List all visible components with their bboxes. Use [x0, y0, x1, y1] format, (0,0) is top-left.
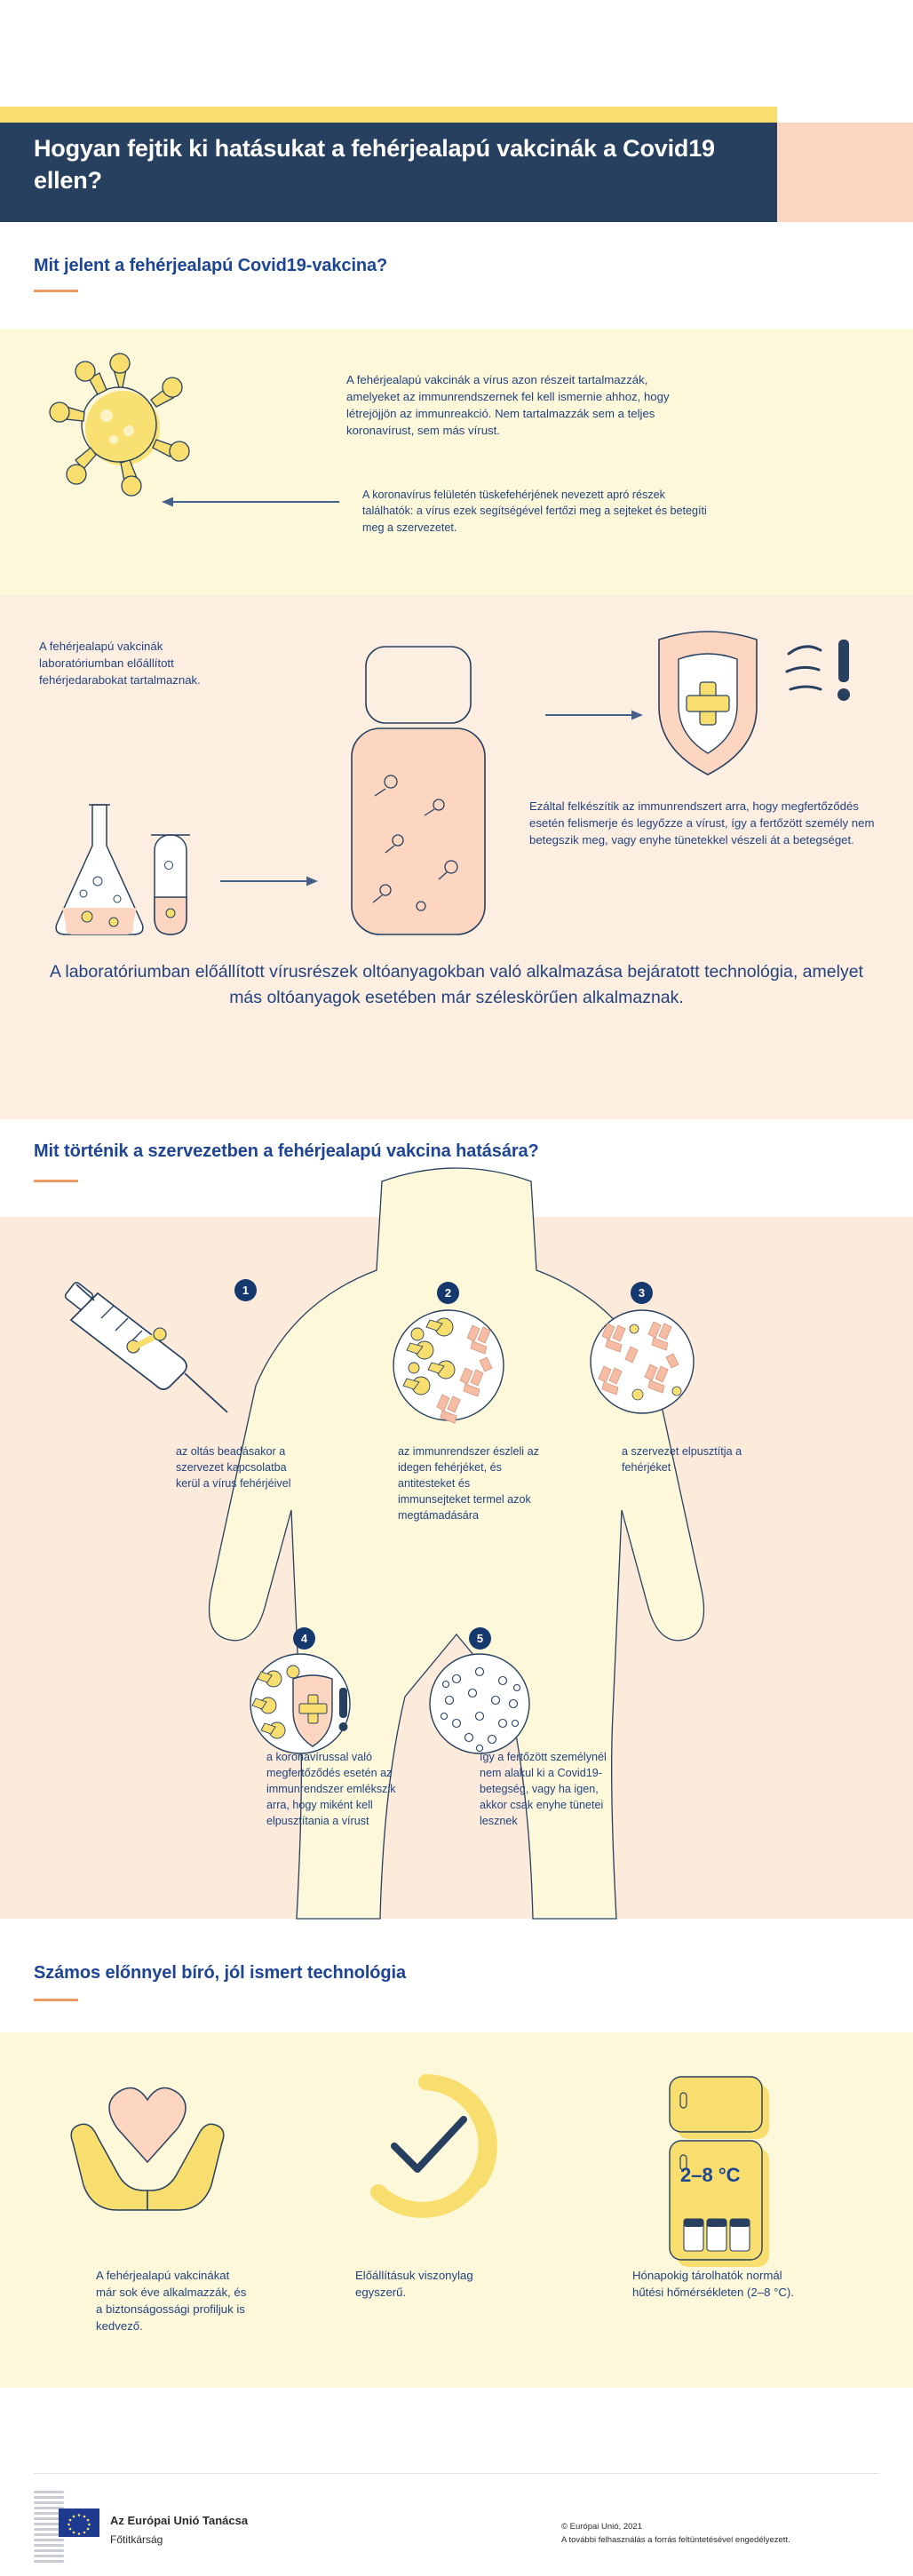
header [0, 0, 913, 222]
arrow-left-icon [162, 496, 339, 508]
eu-flag-icon [59, 2508, 99, 2537]
erlenmeyer-flask-icon [41, 799, 210, 942]
section3-rule [34, 1180, 78, 1182]
heart-in-hands-icon [66, 2070, 234, 2221]
footer-org-sub: Főtitkárság [110, 2533, 163, 2546]
step-caption-2: az immunrendszer észleli az idegen fehérjéket, és antitesteket és immunsejteket termel azok megtámadására [398, 1445, 539, 1522]
footer-copyright-line2: A további felhasználás a forrás feltüntetésével engedélyezett. [561, 2534, 790, 2545]
page-title: Hogyan fejtik ki hatásukat a fehérjealapú vakcinák a Covid19 ellen? [34, 135, 715, 194]
protected-cell-icon [425, 1649, 536, 1760]
section2-summary: A laboratóriumban előállított vírusrészek oltóanyagokban való alkalmazása bejáratott technológia, amelyet más oltóanyagok esetében már széleskörűen alkalmaznak. [50, 962, 863, 1008]
step-caption-4: a koronavírussal való megfertőződés esetén az immunrendszer emlékszik arra, hogy miként kell elpusztítania a vírust [266, 1751, 396, 1827]
antibody-cluster-icon [391, 1308, 506, 1423]
step-badge-4: 4 [293, 1627, 315, 1650]
antibody-destroy-icon [588, 1308, 696, 1416]
footer-copyright-line1: © Európai Unió, 2021 [561, 2522, 642, 2532]
header-peach-block [777, 123, 913, 222]
step-badge-5: 5 [469, 1627, 491, 1650]
alert-exclamation-icon [780, 629, 877, 714]
footer-divider [34, 2473, 879, 2474]
footer-org-name: Az Európai Unió Tanácsa [110, 2514, 249, 2527]
section1-heading: Mit jelent a fehérjealapú Covid19-vakcina? [34, 256, 388, 275]
benefit-text-1: A fehérjealapú vakcinákat már sok éve alkalmazzák, és a biztonságossági profiljuk is kedvező. [96, 2269, 247, 2334]
memory-shield-icon [247, 1649, 358, 1760]
section1-paragraph: A fehérjealapú vakcinák a vírus azon részeit tartalmazzák, amelyeket az immunrendszernek fel kell ismernie ahhoz, hogy létrejöjjön az immunreakció. Nem tartalmazzák sem a teljes koronavírust, sem más vírust. [346, 373, 670, 438]
footer-copyright [561, 2521, 881, 2547]
step-badge-3: 3 [631, 1282, 653, 1304]
step-badge-1: 1 [234, 1279, 257, 1301]
header-yellow-bar [0, 107, 777, 123]
step-caption-5: így a fertőzött személynél nem alakul ki a Covid19-betegség, vagy ha igen, akkor csak enyhe tünetei lesznek [480, 1751, 607, 1827]
coronavirus-icon [44, 346, 204, 506]
fridge-temp-label: 2–8 °C [680, 2164, 741, 2186]
benefit-text-2: Előállításuk viszonylag egyszerű. [355, 2269, 473, 2300]
section2-right-text: Ezáltal felkészítik az immunrendszert arra, hogy megfertőződés esetén felismerje és legyőzze a vírust, így a fertőzött személy nem betegszik meg, vagy enyhe tünetekkel vészeli át a betegséget. [529, 799, 875, 847]
section4-heading: Számos előnnyel bíró, jól ismert technológia [34, 1963, 407, 1983]
step-caption-3: a szervezet elpusztítja a fehérjéket [622, 1445, 742, 1474]
section4-rule [34, 1999, 78, 2001]
section3-heading: Mit történik a szervezetben a fehérjealapú vakcina hatására? [34, 1141, 539, 1161]
shield-cross-icon [641, 632, 774, 783]
step-badge-2: 2 [437, 1282, 459, 1304]
section2-summary-panel [0, 1013, 913, 1119]
syringe-icon [59, 1270, 236, 1421]
section1-rule [34, 290, 78, 292]
step-caption-1: az oltás beadásakor a szervezet kapcsolatba kerül a vírus fehérjéivel [176, 1445, 291, 1490]
arrow-right-icon-2 [545, 709, 643, 721]
benefit-text-3: Hónapokig tárolhatók normál hűtési hőmérsékleten (2–8 °C). [632, 2269, 794, 2300]
section2-left-text: A fehérjealapú vakcinák laboratóriumban előállított fehérjedarabokat tartalmaznak. [39, 640, 201, 688]
section1-callout: A koronavírus felületén tüskefehérjének nevezett apró részek találhatók: a vírus ezek segítségével fertőzi meg a sejteket és betegíti meg a szervezetet. [362, 489, 707, 534]
checkmark-circle-icon [355, 2075, 497, 2217]
vaccine-vial-icon [309, 640, 531, 942]
arrow-right-icon-1 [220, 875, 318, 887]
